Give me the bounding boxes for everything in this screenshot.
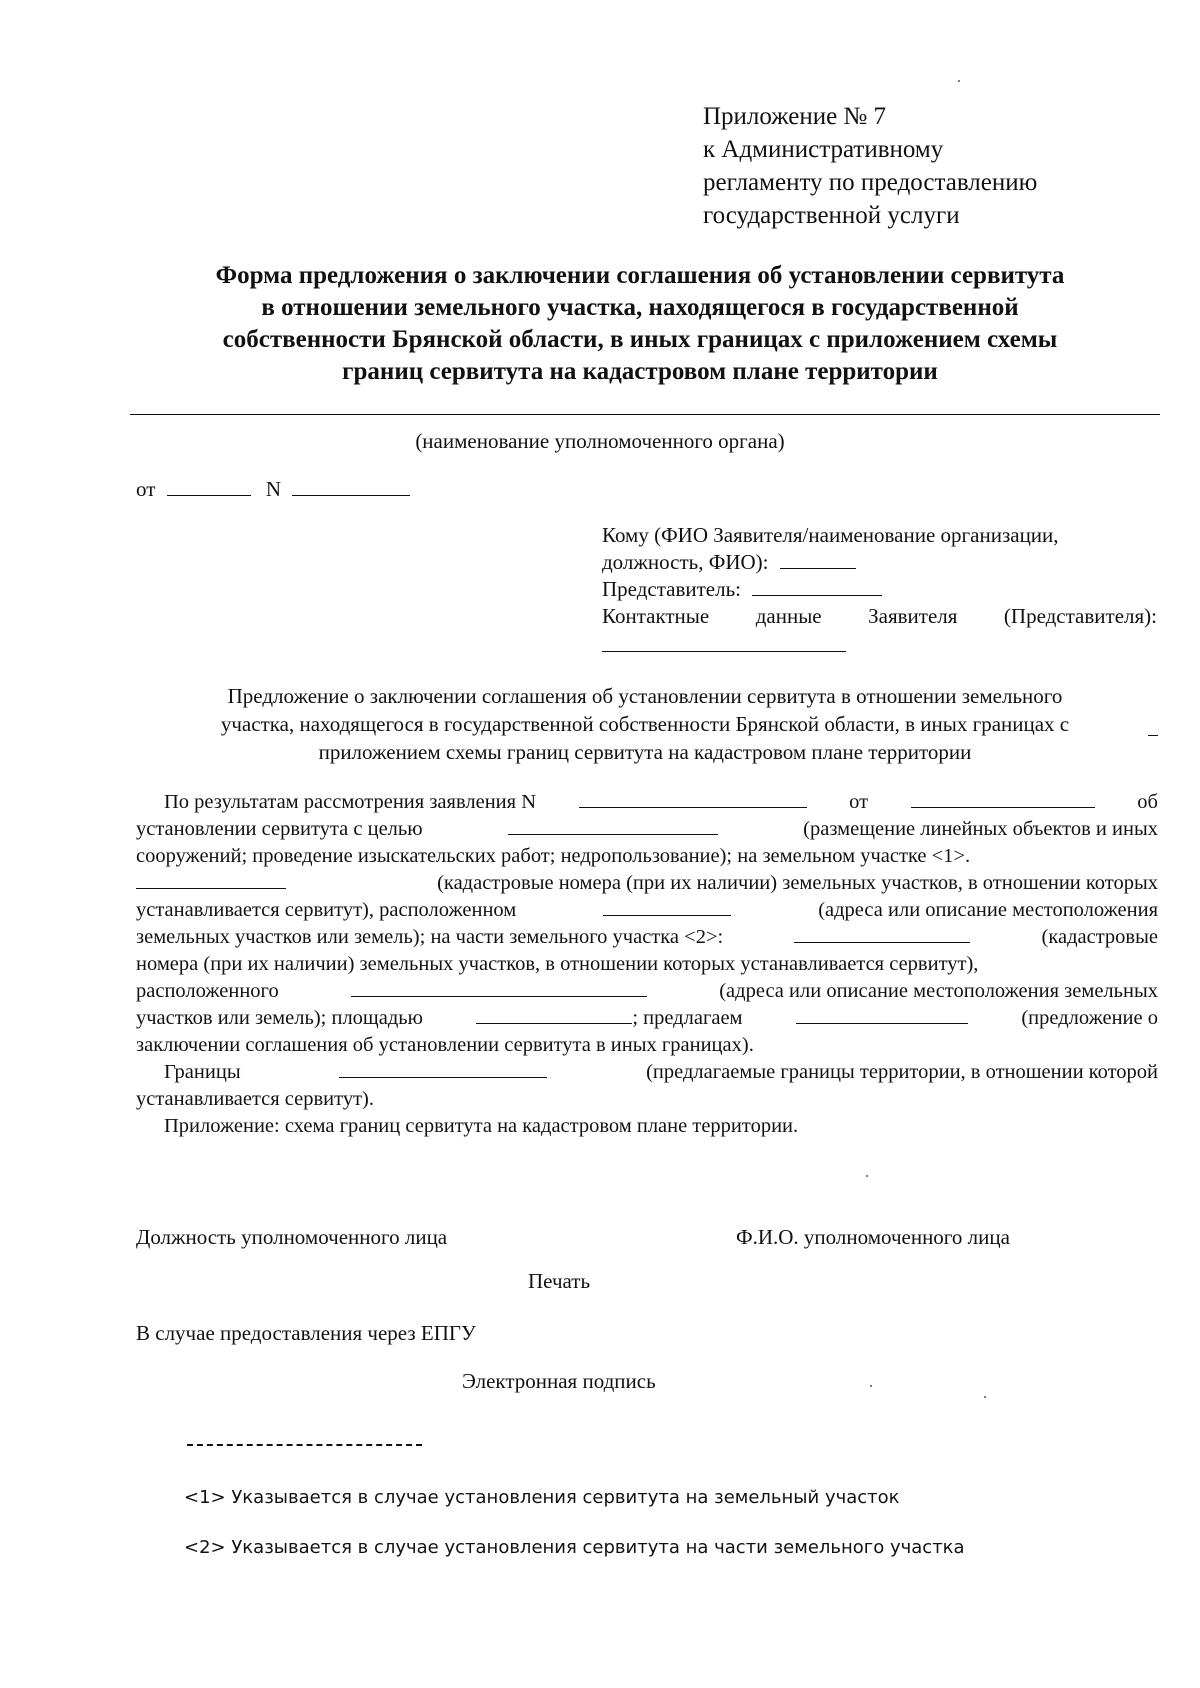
body-text: устанавливается сервитут). <box>136 1088 375 1110</box>
proposal-body <box>136 789 1158 1140</box>
contact-data-line <box>602 603 1157 630</box>
body-text: заключении соглашения об установлении сервитута в иных границах). <box>136 1034 754 1056</box>
body-line <box>136 1086 1158 1113</box>
body-line <box>136 1032 1158 1059</box>
cadastral-numbers-blank[interactable] <box>136 870 286 889</box>
seal-label: Печать <box>528 1269 591 1293</box>
body-text: По результатам рассмотрения заявления N <box>164 791 536 813</box>
body-text: (размещение линейных объектов и иных <box>803 818 1158 840</box>
part-location-blank[interactable] <box>351 978 647 997</box>
representative-label: Представитель: <box>602 577 742 601</box>
contact-word: Контактные <box>602 604 710 628</box>
form-title <box>140 260 1140 388</box>
appendix-line: к Административному <box>703 136 944 163</box>
body-text: земельных участков или земель); на части земельного участка <2>: <box>136 926 724 948</box>
body-text: (кадастровые <box>1041 926 1158 948</box>
body-text: участков или земель); площадью <box>136 1007 423 1029</box>
application-number-blank[interactable] <box>579 789 807 808</box>
title-line: в отношении земельного участка, находящегося в государственной <box>261 294 1019 321</box>
appendix-line: регламенту по предоставлению <box>703 169 1038 196</box>
body-text: установлении сервитута с целью <box>136 818 423 840</box>
recipient-line <box>602 549 1157 576</box>
recipient-blank[interactable] <box>780 550 856 569</box>
body-line <box>136 951 1158 978</box>
title-line: границ сервитута на кадастровом плане территории <box>342 358 938 385</box>
body-line <box>136 924 1158 951</box>
appendix-line: государственной услуги <box>703 202 960 229</box>
body-line <box>136 897 1158 924</box>
footnote-1: <1> Указывается в случае установления сервитута на земельный участок <box>184 1487 900 1508</box>
appendix-line: Приложение № 7 <box>703 103 887 130</box>
date-label: от <box>136 477 156 501</box>
number-blank[interactable] <box>292 477 410 496</box>
scan-speck <box>870 1385 872 1387</box>
body-text: Границы <box>164 1061 241 1083</box>
body-text: расположенного <box>136 980 279 1002</box>
date-blank[interactable] <box>167 477 251 496</box>
footnote-separator <box>187 1444 422 1446</box>
scan-speck <box>958 80 960 82</box>
body-text: об <box>1137 791 1158 813</box>
body-text: ; предлагаем <box>632 1007 743 1029</box>
epgu-label: В случае предоставления через ЕПГУ <box>136 1321 476 1345</box>
subject-line: Предложение о заключении соглашения об установлении сервитута в отношении земельного <box>227 684 1063 708</box>
subject-line: приложением схемы границ сервитута на кадастровом плане территории <box>318 740 972 764</box>
official-fio-label: Ф.И.О. уполномоченного лица <box>736 1225 1010 1249</box>
contact-word: данные <box>755 604 822 628</box>
body-text: (адреса или описание местоположения <box>818 899 1158 921</box>
date-number-line <box>136 476 410 503</box>
title-line: Форма предложения о заключении соглашения об установлении сервитута <box>215 262 1065 289</box>
recipient-line <box>602 576 1157 603</box>
recipient-line: Кому (ФИО Заявителя/наименование организации, <box>602 523 1059 547</box>
authority-name-blank[interactable] <box>130 414 1160 415</box>
scan-speck <box>984 1396 986 1398</box>
body-line <box>136 870 1158 897</box>
body-text: (предлагаемые границы территории, в отношении которой <box>646 1061 1158 1083</box>
body-text: устанавливается сервитут), расположенном <box>136 899 517 921</box>
title-line: собственности Брянской области, в иных границах с приложением схемы <box>222 326 1058 353</box>
boundaries-blank[interactable] <box>339 1059 547 1078</box>
scan-speck <box>866 1175 868 1177</box>
margin-mark <box>1148 735 1158 736</box>
proposal-blank[interactable] <box>796 1005 968 1024</box>
body-line <box>136 1113 1158 1140</box>
application-date-blank[interactable] <box>911 789 1095 808</box>
representative-blank[interactable] <box>752 577 882 596</box>
proposal-subject <box>130 682 1160 766</box>
electronic-signature-label: Электронная подпись <box>462 1369 656 1393</box>
body-line <box>136 978 1158 1005</box>
body-line <box>136 816 1158 843</box>
number-label: N <box>265 477 282 501</box>
subject-line: участка, находящегося в государственной собственности Брянской области, в иных границах с <box>220 712 1070 736</box>
body-text: Приложение: схема границ сервитута на кадастровом плане территории. <box>164 1115 799 1137</box>
recipient-block <box>602 522 1157 630</box>
body-text: от <box>849 791 869 813</box>
area-blank[interactable] <box>476 1005 632 1024</box>
body-text: номера (при их наличии) земельных участков, в отношении которых устанавливается сервитут), <box>136 953 979 975</box>
part-cadastral-blank[interactable] <box>794 924 970 943</box>
body-line <box>136 1005 1158 1032</box>
recipient-position-label: должность, ФИО): <box>602 550 769 574</box>
authority-caption: (наименование уполномоченного органа) <box>415 429 785 453</box>
body-text: (предложение о <box>1021 1007 1158 1029</box>
contact-data-blank[interactable] <box>602 651 846 652</box>
contact-word: (Представителя): <box>1003 604 1157 628</box>
official-position-label: Должность уполномоченного лица <box>136 1225 448 1249</box>
body-text: (кадастровые номера (при их наличии) земельных участков, в отношении которых <box>437 872 1158 894</box>
body-line <box>136 789 1158 816</box>
contact-word: Заявителя <box>868 604 958 628</box>
body-line <box>136 843 1158 870</box>
location-blank[interactable] <box>603 897 731 916</box>
body-text: (адреса или описание местоположения земельных <box>719 980 1158 1002</box>
body-text: сооружений; проведение изыскательских работ; недропользование); на земельном участке <1>. <box>136 845 971 867</box>
body-line <box>136 1059 1158 1086</box>
appendix-header <box>703 100 1037 232</box>
footnote-2: <2> Указывается в случае установления сервитута на части земельного участка <box>184 1537 965 1558</box>
purpose-blank[interactable] <box>508 816 718 835</box>
